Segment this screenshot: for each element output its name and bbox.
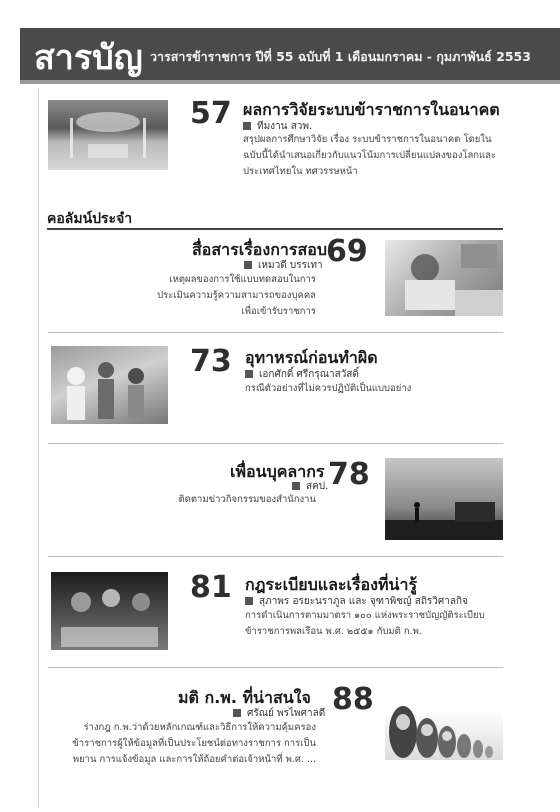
feature-photo [48,100,168,170]
column-title-3[interactable]: เพื่อนบุคลากร [230,462,325,481]
bullet-square-icon [245,597,253,605]
column-page-number-5: 88 [332,682,374,717]
silhouette-image [385,458,503,540]
issue-subtitle: วารสารข้าราชการ ปีที่ 55 ฉบับที่ 1 เดือนมกราคม - กุมภาพันธ์ 2553 [150,49,531,64]
column-title-1[interactable]: สื่อสารเรื่องการสอบ [192,240,327,259]
column-photo-5 [385,688,503,760]
bullet-square-icon [245,370,253,378]
column-author-5 [233,706,325,721]
bullet-square-icon [243,122,251,130]
column-photo-3 [385,458,503,540]
column-description-2: กรณีตัวอย่างที่ไม่ควรปฏิบัติเป็นแบบอย่าง [245,383,412,394]
feature-description: สรุปผลการศึกษาวิจัย เรื่อง ระบบข้าราชการในอนาคต โดยในฉบับนี้ได้นำเสนอเกี่ยวกับแนวโน้มการเปลี่ยนแปลงของโลกและประเทศไทยใน ทศวรรษหน้า [243,134,497,177]
column-description-5: ร่างกฎ ก.พ.ว่าด้วยหลักเกณฑ์และวิธีการให้ความคุ้มครองข้าราชการผู้ให้ข้อมูลที่เป็นประโยชน์ต่อทางราชการ การเป็นพยาน การแจ้งข้อมูล และการให้ถ้อยคำต่อเจ้าหน้าที่ พ.ศ. ... [72,722,316,765]
meeting-image [51,572,168,650]
nesting-dolls-image [385,688,503,760]
bullet-square-icon [292,482,300,490]
bullet-square-icon [244,261,252,269]
column-page-number-2: 73 [190,344,232,379]
feature-title[interactable]: ผลการวิจัยระบบข้าราชการในอนาคต [243,100,500,119]
column-description-4: การดำเนินการตามมาตรา ๑๐๐ แห่งพระราชบัญญัติระเบียบข้าราชการพลเรือน พ.ศ. ๒๕๕๑ กับมติ ก.พ. [245,610,485,637]
column-author-4 [245,594,468,609]
column-author-name-5: ศรัณย์ พรไพศาลดี [247,708,326,719]
column-author-2 [245,367,359,382]
divider-4 [48,667,503,668]
column-description-1: เหตุผลของการใช้แบบทดสอบในการประเมินความรู้ความสามารถของบุคคลเพื่อเข้ารับราชการ [157,274,316,317]
column-author-name-1: เหมวดี บรรเทา [258,260,323,271]
bullet-square-icon [233,709,241,717]
column-page-number-4: 81 [190,570,232,605]
column-title-2[interactable]: อุทาหรณ์ก่อนทำผิด [245,348,378,367]
column-author-name-4: สุภาพร อรยะนราภูล และ จุฑาพิชญ์ สถิรวิศาลกิจ [259,596,468,607]
column-page-number-1: 69 [326,234,368,269]
feature-page-number: 57 [190,96,232,131]
divider-3 [48,556,503,557]
group-people-image [51,346,168,424]
section-rule [47,228,503,230]
column-title-4[interactable]: กฎระเบียบและเรื่องที่น่ารู้ [245,575,418,594]
page-title: สารบัญ [34,38,143,78]
column-photo-2 [51,346,168,424]
section-title: คอลัมน์ประจำ [47,211,133,227]
column-author-name-2: เอกศักดิ์ ศรีกรุณาสวัสดิ์ [259,369,359,380]
column-page-number-3: 78 [328,457,370,492]
column-author-1 [244,258,323,273]
divider-2 [48,443,503,444]
feature-author-name: ทีมงาน สวพ. [257,121,313,132]
column-title-5[interactable]: มติ ก.พ. ที่น่าสนใจ [178,688,311,707]
corridor-image [48,100,168,170]
divider-1 [48,332,503,333]
column-description-3: ติดตามข่าวกิจกรรมของสำนักงาน [178,494,316,505]
student-writing-image [385,240,503,316]
column-author-name-3: สคป. [306,481,329,492]
column-photo-1 [385,240,503,316]
left-margin-rule [38,88,39,808]
column-photo-4 [51,572,168,650]
